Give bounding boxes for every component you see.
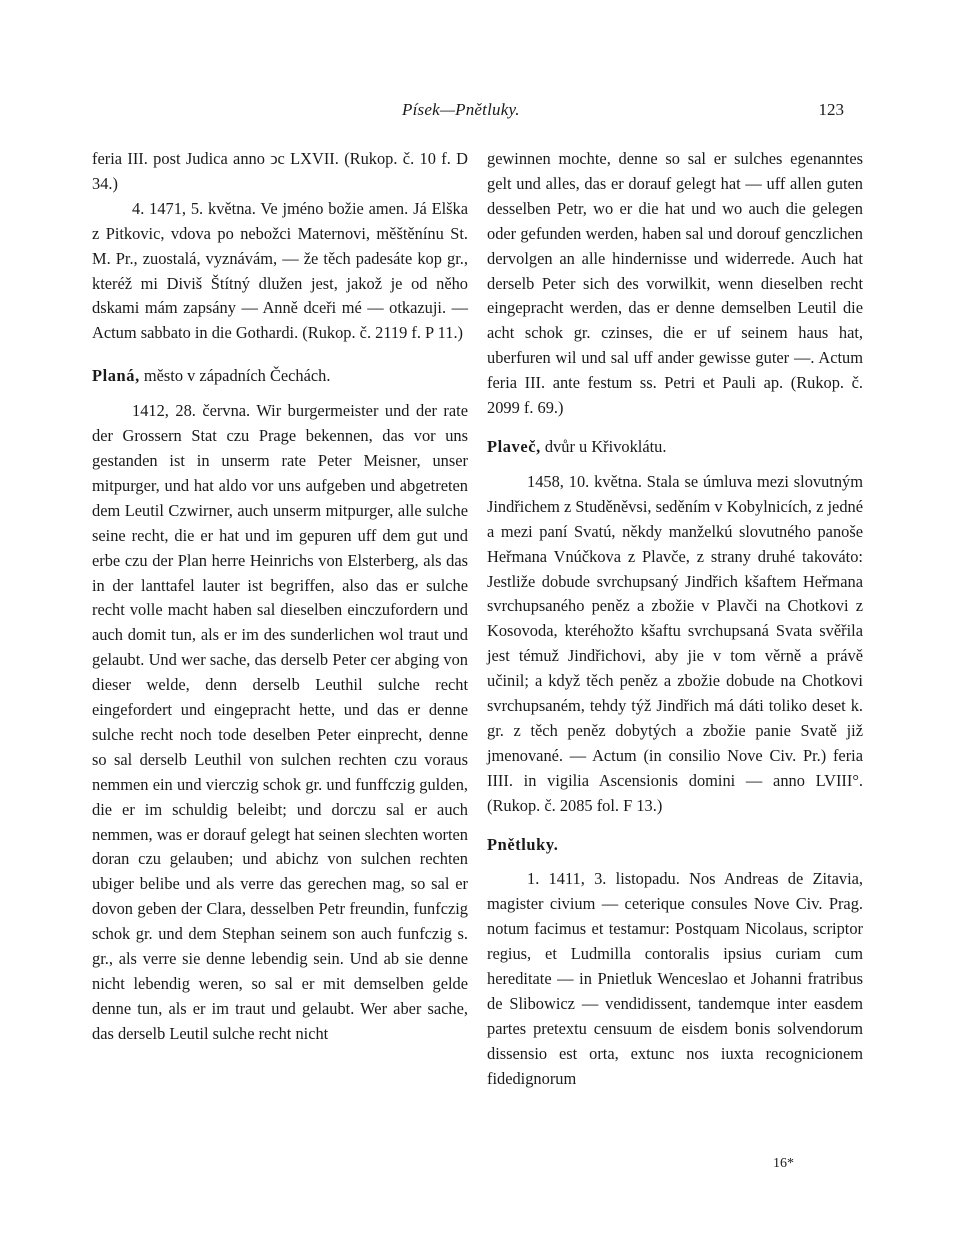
left-column	[92, 147, 468, 1047]
heading-plana-description: město v západních Čechách.	[139, 366, 331, 386]
entry-1412: 1412, 28. června. Wir burgermeister und der rate der Grossern Stat czu Prage bekennen, das vor uns gestanden ist in unserm rate Peter Meisner, unser mitpurger, und hat aldo vor uns aufgeben und abgetreten dem Leutil Czwirner, auch unserm mitpurger, alle sulche seine recht, die er hat und im gepuren uff dem gut und erbe czu der Plan herre Heinrichs von Elsterberg, als das in der lanttafel lauter ist begriffen, also das er sulche recht volle macht haben sal dieselben einczufordern und auch domit tun, als er im des sunderlichen wol traut und gelaubt. Und wer sache, das derselb Peter cer abging von dieser welde, denn derselb Leuthil sulche recht eingefordert und eingepracht hette, und das er denne sulche recht noch tode deselben Peter einprecht, denne so sal derselb Leuthil von sulchen rechten czu voraus nemmen ein und vierczig schok gr. und funffczig gulden, die er im schuldig beleibt; und dorczu sal er auch nemmen, was er dorauf gelegt hat seinen slechten worten doran czu gelauben; und abichz von sulchen rechten ubiger belibe und als verre das gerechen mag, so sal er dovon geben der Clara, desselben Petr freundin, funfczig schok gr. und dem Stephan seinem son auch funfczig s. gr., als verre sie denne lebendig sein. Und ab sie denne nicht lebendig weren, so sal er mit demselben gelde denne tun, als er im traut und gelaubt. Wer aber sache, das derselb Leutil sulche recht nicht	[92, 401, 468, 1043]
running-title: Písek—Pnětluky.	[402, 100, 520, 119]
heading-plavec	[487, 435, 863, 460]
heading-plana	[92, 364, 468, 389]
entry-1458: 1458, 10. května. Stala se úmluva mezi slovutným Jindřichem z Studěněvsi, seděním v Kobylnicích, z jedné a mezi paní Svatú, někdy manželkú slovutného panoše Heřmana Vnúčkova z Plavče, z strany druhé takováto: Jestliže dobude svrchupsaný Jindřich kšaftem Heřmana svrchupsaného peněz a zbožie v Plavči na Chotkovi z Kosovoda, kteréhožto kšaftu svrchupsaná Svata svěřila jest témuž Jindřichovi, aby jie v tom věrně a právě učinil; a když těch peněz a zbožie dobude na Chotkovi svrchupsaném, tehdy týž Jindřich má dáti toliko deset k. gr. z těch peněz dobytých a zbožie panie Svatě již jmenované. — Actum (in consilio Nove Civ. Pr.) feria IIII. in vigilia Ascensionis domini — anno LVIII°. (Rukop. č. 2085 fol. F 13.)	[487, 471, 863, 815]
running-head	[0, 100, 960, 122]
right-column	[487, 147, 863, 1092]
entry-1471: 4. 1471, 5. května. Ve jméno božie amen. Já Elška z Pitkovic, vdova po nebožci Maternovi, měštěnínu St. M. Pr., zuostalá, vyznávám, — že těch padesáte kop gr., kteréž mi Diviš Štítný dlužen jest, jakož je od něho dskami mám zapsány — Anně dceři mé — otkazuji. — Actum sabbato in die Gothardi. (Rukop. č. 2119 f. P 11.)	[92, 198, 468, 343]
heading-pnetluky-name: Pnětluky.	[487, 834, 559, 854]
page-number: 123	[818, 100, 844, 119]
heading-plavec-name: Plaveč,	[487, 436, 541, 456]
entry-1411: 1. 1411, 3. listopadu. Nos Andreas de Zitavia, magister civium — ceterique consules Nove Civ. Prag. notum facimus et testamur: Postquam Nicolaus, scriptor regius, et Ludmilla contoralis ipsius curiam cum hereditate — in Pnietluk Wenceslao et Johanni fratribus de Slibowicz — vendidissent, tandemque inter easdem partes pretextu censuum de eisdem bonis solvendorum dissensio est orta, extunc nos iuxta recognicionem fidedignorum	[487, 869, 863, 1088]
heading-plana-name: Planá,	[92, 366, 140, 386]
entry-1412-continuation: gewinnen mochte, denne so sal er sulches egenanntes gelt und alles, das er dorauf gelegt hat — uff allen guten desselben Petr, wo er die hat und wo auch die gelegen oder gefunden werden, haben sal und dorouf genczlichen dervolgen an alle hindernisse und widerrede. Auch hat derselb Peter sich des vorwilkit, wenn dieselben recht eingepracht werden, das er denne demselben Leutil die acht schok gr. czinses, die er uf seinem haus hat, uberfuren wil und sal uff ander gewisse guter —. Actum feria III. ante festum ss. Petri et Pauli ap. (Rukop. č. 2099 f. 69.)	[487, 149, 863, 418]
entry-continuation: feria III. post Judica anno ͻc LXVII. (Rukop. č. 10 f. D 34.)	[92, 149, 468, 193]
signature-mark: 16*	[773, 1156, 794, 1171]
heading-pnetluky	[487, 833, 863, 858]
heading-plavec-description: dvůr u Křivoklátu.	[540, 436, 667, 456]
